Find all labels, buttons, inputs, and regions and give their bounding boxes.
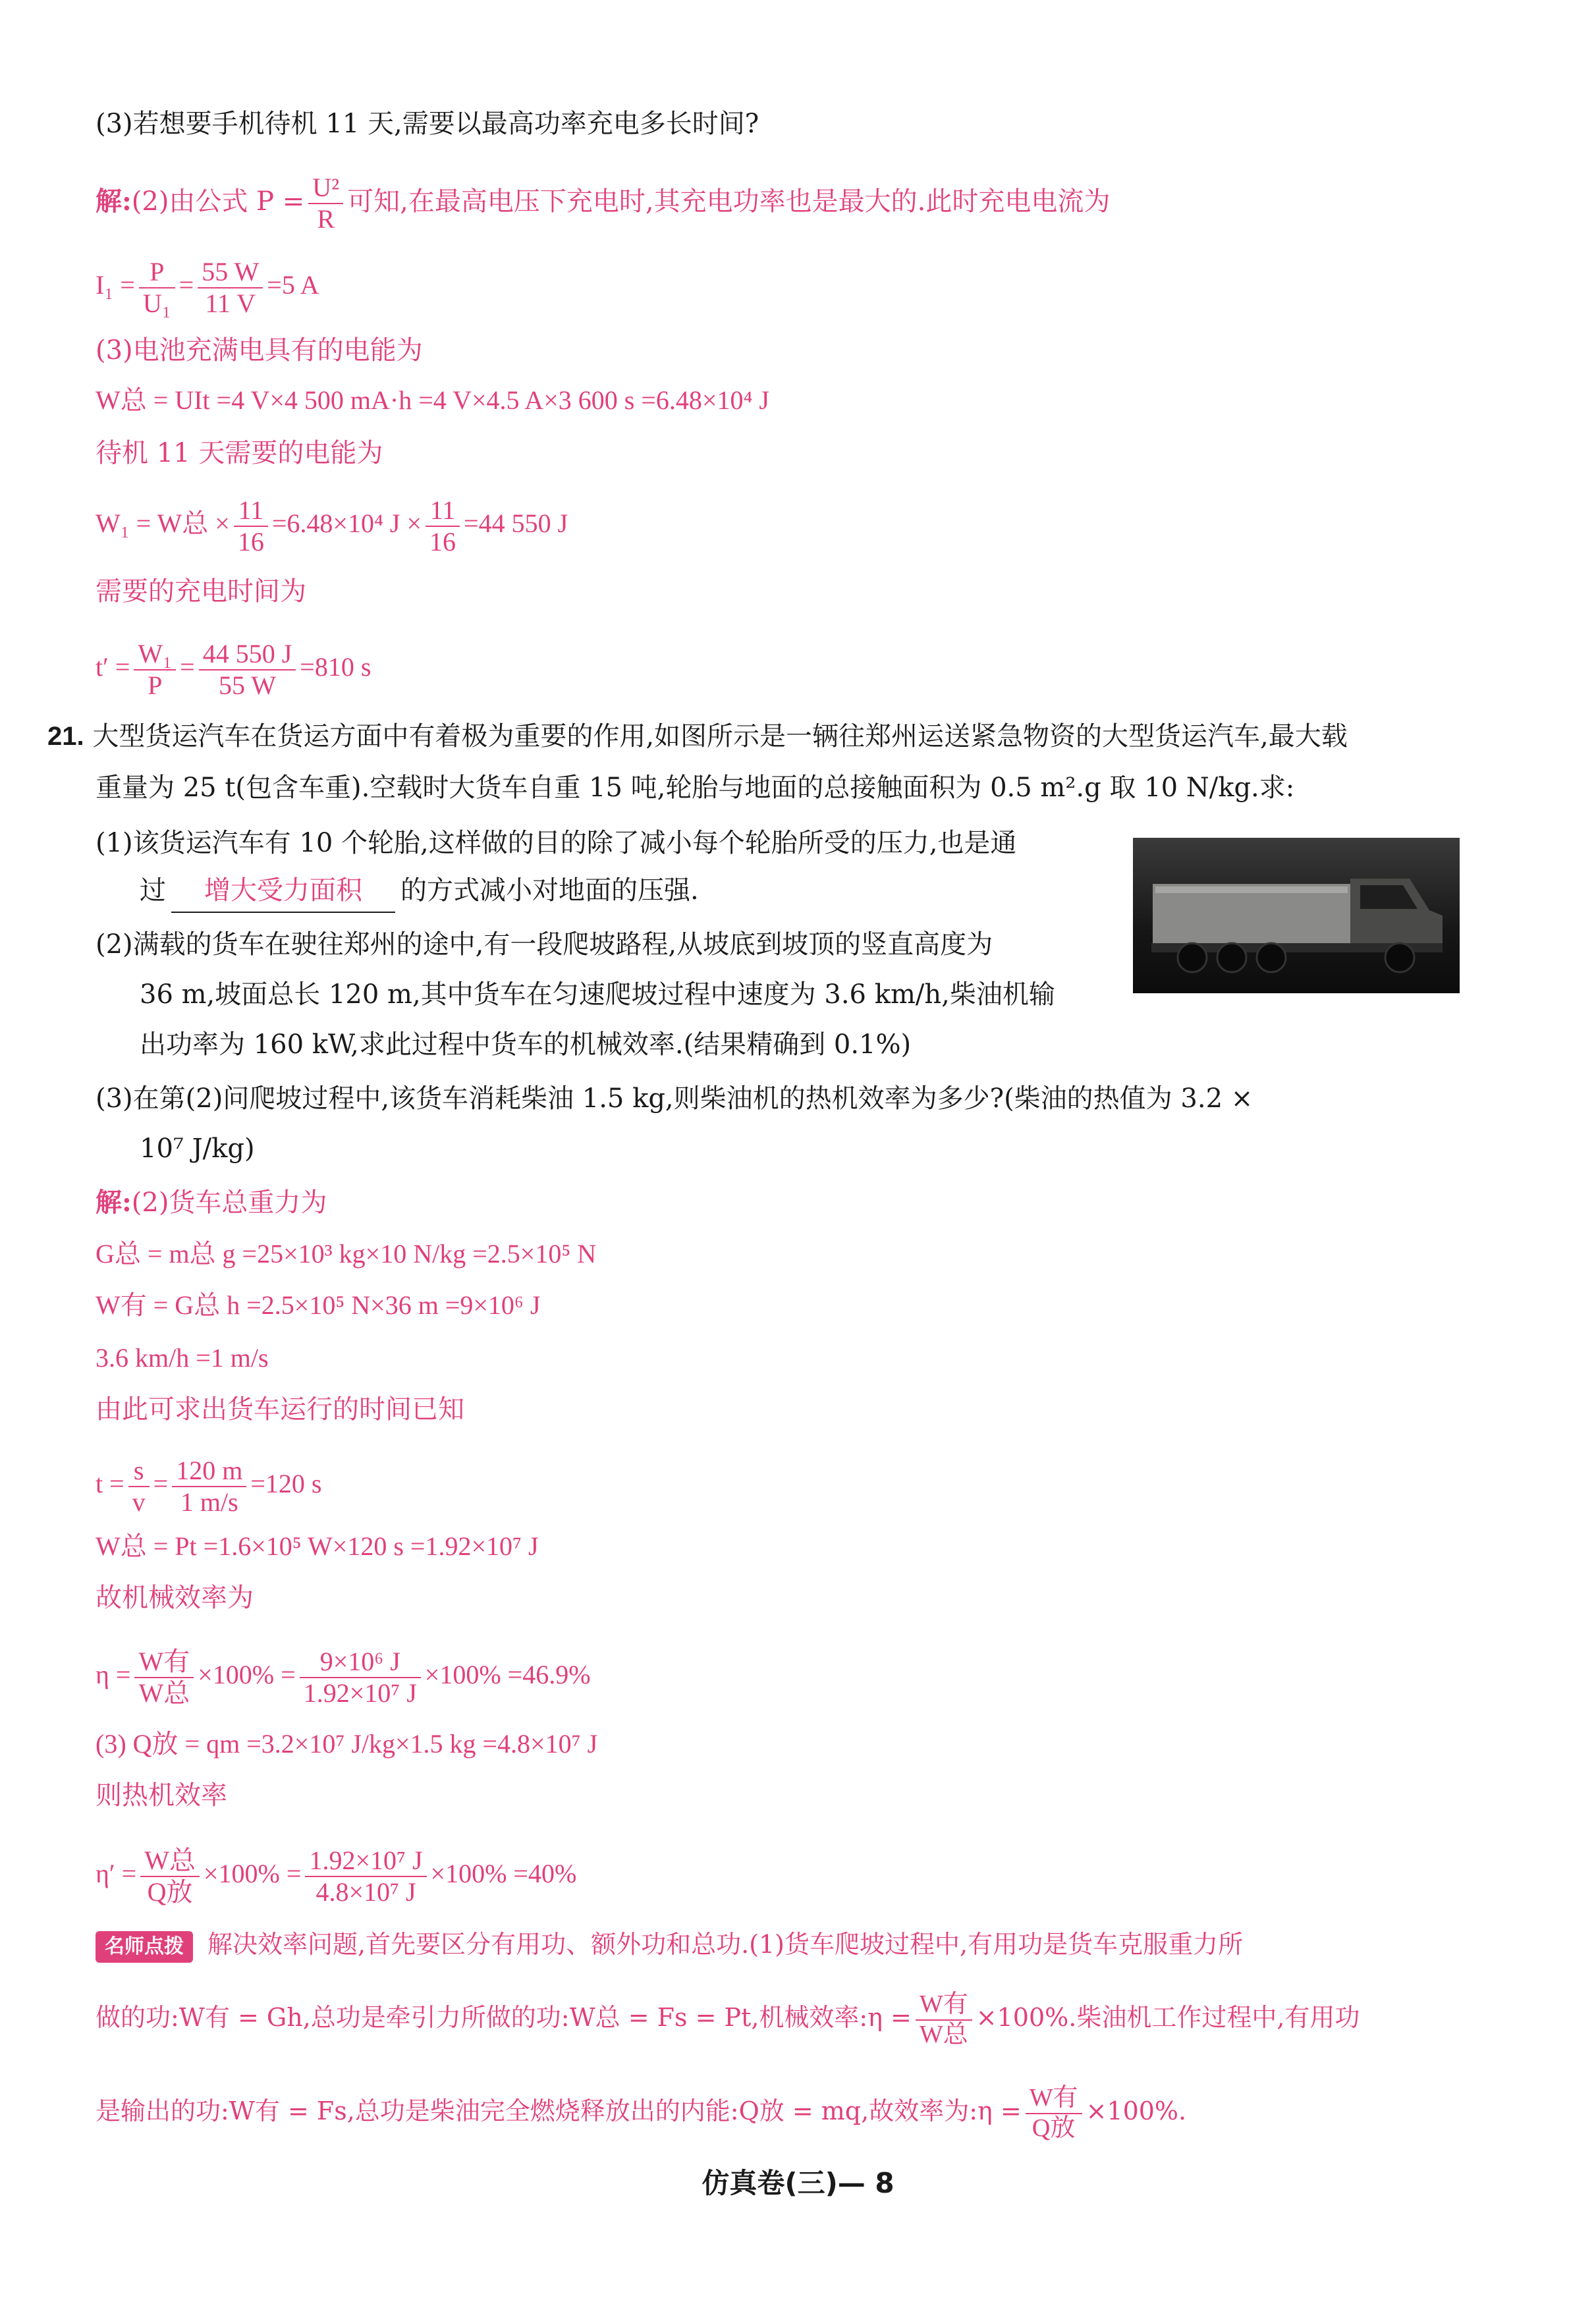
q21-stem-line1: 21. 大型货运汽车在货运方面中有着极为重要的作用,如图所示是一辆往郑州运送紧急物资的大型货运汽车,最大载 (47, 721, 1348, 752)
s20-standby: 待机 11 天需要的电能为 (96, 438, 383, 468)
s21-eta2-frac1: $\frac{\text{W总}}{\text{Q放}}$ (140, 1846, 200, 1907)
s21-p2: 解:(2)货车总重力为 (96, 1187, 327, 1218)
question-number: 21. (47, 722, 84, 751)
s20-p2-line (96, 173, 1110, 234)
s20-p3: (3)电池充满电具有的电能为 (96, 335, 423, 366)
s21-eta-frac1: $\frac{\text{W有}}{\text{W总}}$ (134, 1647, 194, 1709)
s21-w-total: W总 = Pt =1.6×10⁵ W×120 s =1.92×10⁷ J (96, 1531, 539, 1561)
s20-p2-a: (2)由公式 P = (131, 186, 305, 217)
q21-p2-line1: (2)满载的货车在驶往郑州的途中,有一段爬坡路程,从坡底到坡顶的竖直高度为 (96, 929, 993, 960)
truck-wheel (1257, 943, 1286, 972)
tip-badge: 名师点拨 (96, 1931, 193, 1963)
s21-eta-frac2: $\frac{\text{9×10⁶ J}}{\text{1.92×10⁷ J}}$ (300, 1647, 421, 1709)
s20-i1-frac1: $\frac{P}{\text{U₁}}$ (139, 257, 175, 319)
s21-heat-eff: 则热机效率 (96, 1780, 227, 1811)
s20-i1-frac2: $\frac{55 W}{11 V}$ (198, 257, 263, 319)
truck-image (1133, 838, 1460, 993)
s21-eta2-formula: η′ = $\frac{\text{W总}}{\text{Q放}}$ ×100% = $\frac{\text{1.92×10⁷ J}}{\text{4.8×10⁷ J}}$ ×100% =40% (96, 1846, 577, 1907)
s20-p2-b: 可知,在最高电压下充电时,其充电功率也是最大的.此时充电电流为 (347, 186, 1111, 217)
tip-line1: 名师点拨 解决效率问题,首先要区分有用功、额外功和总功.(1)货车爬坡过程中,有用功是货车克服重力所 (96, 1923, 1243, 1965)
s21-t-frac2: $\frac{120 m}{1 m/s}$ (172, 1456, 246, 1518)
s21-speed: 3.6 km/h =1 m/s (96, 1343, 269, 1373)
tip-line3: 是输出的功:W有 = Fs,总功是柴油完全燃烧释放出的内能:Q放 = mq,故效率为:η = $\frac{\text{W有}}{\text{Q放}}$ ×100%. (96, 2084, 1187, 2142)
s21-time-intro: 由此可求出货车运行的时间已知 (96, 1394, 464, 1425)
s21-eta-formula: η = $\frac{\text{W有}}{\text{W总}}$ ×100% = $\frac{\text{9×10⁶ J}}{\text{1.92×10⁷ J}}$ ×100% =46.9% (96, 1647, 591, 1708)
s20-w1-frac1: $\frac{11}{16}$ (234, 495, 268, 557)
s20-w1-formula: W₁ = W总 × $\frac{11}{16}$ =6.48×10⁴ J × $\frac{11}{16}$ =44 550 J (96, 495, 568, 557)
tip-line2: 做的功:W有 = Gh,总功是牵引力所做的功:W总 = Fs = Pt,机械效率:η = $\frac{\text{W有}}{\text{W总}}$ ×100%.柴油机工作过程中,有用功 (96, 1990, 1360, 2048)
q21-p3-line1: (3)在第(2)问爬坡过程中,该货车消耗柴油 1.5 kg,则柴油机的热机效率为多少?(柴油的热值为 3.2 × (96, 1083, 1253, 1114)
q21-p3-line2: 10⁷ J/kg) (140, 1134, 255, 1164)
q21-stem-line2: 重量为 25 t(包含车重).空载时大货车自重 15 吨,轮胎与地面的总接触面积为 0.5 m².g 取 10 N/kg.求: (96, 773, 1295, 803)
s20-t-frac1: $\frac{\text{W₁}}{P}$ (134, 639, 176, 701)
s20-p2-fraction: $\frac{\text{U²}}{R}$ (308, 173, 343, 234)
truck-wheel (1217, 943, 1246, 972)
q21-p1-line1: (1)该货运汽车有 10 个轮胎,这样做的目的除了减小每个轮胎所受的压力,也是通 (96, 828, 1017, 858)
truck-wheel (1385, 943, 1414, 972)
s21-g-total: G总 = m总 g =25×10³ kg×10 N/kg =2.5×10⁵ N (96, 1239, 597, 1269)
s20-t-frac2: $\frac{44 550 J}{55 W}$ (199, 639, 296, 701)
s21-w-useful: W有 = G总 h =2.5×10⁵ N×36 m =9×10⁶ J (96, 1290, 541, 1320)
s20-charge-time: 需要的充电时间为 (96, 576, 306, 607)
s20-w-total: W总 = UIt =4 V×4 500 mA·h =4 V×4.5 A×3 600 s =6.48×10⁴ J (96, 385, 769, 415)
q20-part3-question: (3)若想要手机待机 11 天,需要以最高功率充电多长时间? (96, 109, 759, 139)
tip-frac1: $\frac{\text{W有}}{\text{W总}}$ (916, 1990, 972, 2049)
truck-wheel (1178, 943, 1207, 972)
truck-photo (1133, 838, 1460, 993)
q21-p2-line3: 出功率为 160 kW,求此过程中货车的机械效率.(结果精确到 0.1%) (140, 1029, 912, 1060)
s21-eta2-frac2: $\frac{\text{1.92×10⁷ J}}{\text{4.8×10⁷ J}}$ (305, 1846, 426, 1907)
q21-p2-line2: 36 m,坡面总长 120 m,其中货车在匀速爬坡过程中速度为 3.6 km/h,柴油机输 (140, 979, 1055, 1010)
q21-p1-line2: 过 增大受力面积 的方式减小对地面的压强. (140, 869, 699, 913)
s21-t-formula: t = $\frac{s}{v}$ = $\frac{120 m}{1 m/s}$ =120 s (96, 1456, 322, 1517)
s21-mech-eff: 故机械效率为 (96, 1583, 254, 1613)
s21-q-released: (3) Q放 = qm =3.2×10⁷ J/kg×1.5 kg =4.8×10⁷ J (96, 1729, 598, 1759)
s20-w1-frac2: $\frac{11}{16}$ (426, 495, 460, 557)
fill-in-answer: 增大受力面积 (171, 869, 395, 913)
s21-t-frac1: $\frac{s}{v}$ (128, 1456, 150, 1518)
s20-t-formula: t′ = $\frac{\text{W₁}}{P}$ = $\frac{44 550 J}{55 W}$ =810 s (96, 639, 371, 700)
tip-frac2: $\frac{\text{W有}}{\text{Q放}}$ (1026, 2084, 1082, 2143)
s20-current-formula: I₁ = $\frac{P}{\text{U₁}}$ = $\frac{55 W}{11 V}$ =5 A (96, 257, 319, 318)
truck-dump-rim (1155, 887, 1348, 893)
solution-label: 解: (96, 1187, 132, 1218)
page-footer: 仿真卷(三)— 8 (702, 2167, 894, 2199)
solution-label: 解: (96, 186, 132, 217)
